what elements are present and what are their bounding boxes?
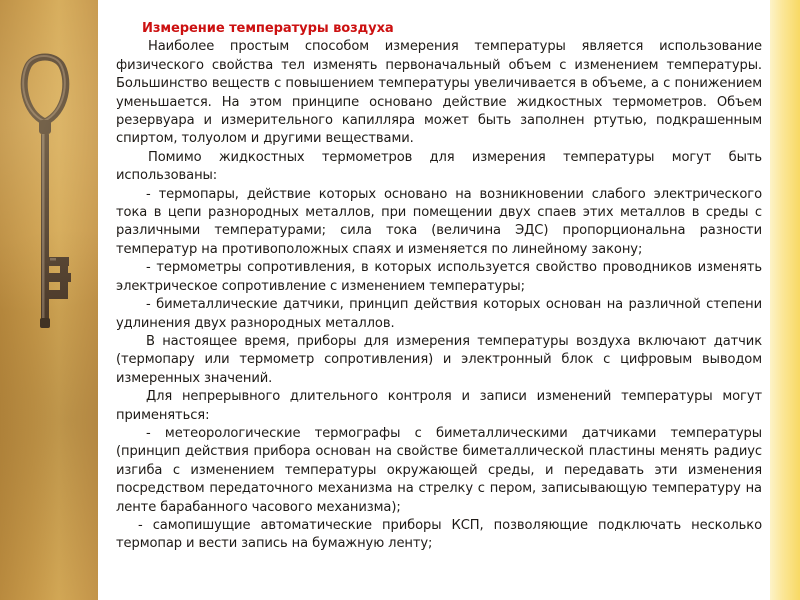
paragraph-intro: Наиболее простым способом измерения температуры является использование физического свойства тел изменять первоначальный объем с изменением температуры. Большинство веществ с повышением температуры увеличивается в объеме, а с понижением уменьшается. На этом принципе основано действие жидкостных термометров. Объем резервуара и измерительного капилляра может быть заполнен ртутью, подкрашенным спиртом, толуолом и другими веществами. [116,39,762,147]
slide-content [116,20,762,590]
list-item-resistance-thermometers: - термометры сопротивления, в которых используется свойство проводников изменять электрическое сопротивление с изменением температуры; [116,260,762,294]
old-key-icon [14,52,76,337]
slide-title: Измерение температуры воздуха [142,21,394,36]
list-item-bimetallic-sensors: - биметаллические датчики, принцип действия которых основан на различной степени удлинения двух разнородных металлов. [116,297,762,331]
paragraph-continuous-control: Для непрерывного длительного контроля и записи изменений температуры могут применяться: [116,389,762,423]
right-decorative-strip [770,0,800,600]
left-decorative-strip [0,0,98,600]
list-item-thermographs: - метеорологические термографы с биметаллическими датчиками температуры (принцип действия прибора основан на свойстве биметаллической пластины менять радиус изгиба с изменением температуры окружающей среды, и передавать эти изменения посредством передаточного механизма на стрелку с пером, записывающую температуру на ленте барабанного часового механизма); [116,425,762,515]
paragraph-other-methods: Помимо жидкостных термометров для измерения температуры могут быть использованы: [116,149,762,184]
list-item-thermocouples: - термопары, действие которых основано на возникновении слабого электрического тока в цепи разнородных металлов, при помещении двух спаев этих металлов в среды с различными температурами; сила тока (величина ЭДС) пропорциональна разности температур на противоположных спаях и изменяется по линейному закону; [116,186,762,257]
list-item-ksp-recorders: - самопишущие автоматические приборы КСП, позволяющие подключать несколько термопар и вести запись на бумажную ленту; [116,517,762,552]
paragraph-modern-devices: В настоящее время, приборы для измерения температуры воздуха включают датчик (термопару или термометр сопротивления) и электронный блок с цифровым выводом измеренных значений. [116,333,762,386]
